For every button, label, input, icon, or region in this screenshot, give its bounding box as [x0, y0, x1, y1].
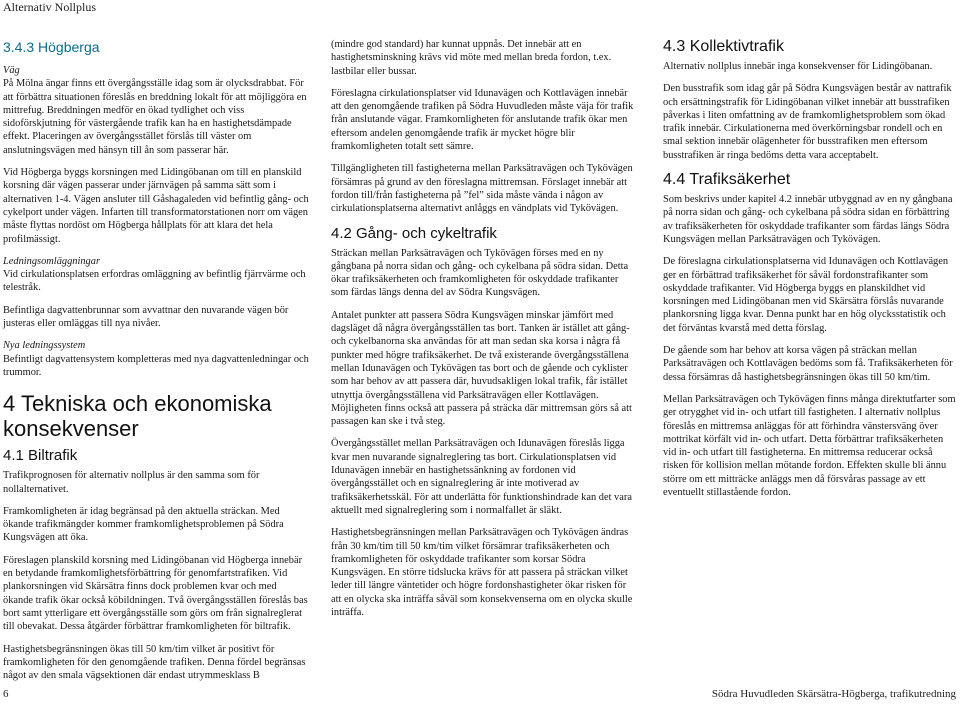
footer-document-title: Södra Huvudleden Skärsätra-Högberga, trafikutredning — [711, 688, 956, 700]
paragraph-lidingobanan: Alternativ nollplus innebär inga konsekvenser för Lidingöbanan. — [663, 61, 933, 72]
paragraph-hastighetsbegransning: Hastighetsbegränsningen ökas till 50 km/tim vilket är positivt för framkomligheten för den genomgående trafiken. Denna fördel begränsas något av den smala vägsektionen där endast utrymmesklass B — [3, 643, 306, 682]
paragraph-vag — [3, 64, 309, 157]
section-heading-4-2: 4.2 Gång- och cykeltrafik — [331, 224, 497, 242]
paragraph-kapitel-4-2: Som beskrivs under kapitel 4.2 innebär utbyggnad av en ny gångbana på norra sidan och gång- och cykelbana på södra sidan en förbättring av trafiksäkerheten för oskyddade trafikanter som färdas längs Södra Kungsvägen mellan Parksätravägen och Tykövägen. — [663, 194, 953, 245]
label-nya-ledningssystem: Nya ledningssystem — [3, 340, 86, 352]
paragraph-direktutfarter: Mellan Parksätravägen och Tykövägen finns många direktutfarter som ger otrygghet vid in- och utfart till fastigheten. I alternativ nollplus föreslås en mittremsa anläggas för att förhindra vänstersväng över mottrikat körfält vid in- och utfart. Detta förbättrar trafiksäkerheten vid in- och utfart till fastigheterna. En mittremsa reducerar också risken för kollision mellan mötande fordon. Effekten skulle bli ännu större om ett mitträcke anläggs men då försvåras passage av ett eventuellt stillastående fordon. — [663, 393, 956, 499]
label-vag: Väg — [3, 65, 20, 76]
column-right — [663, 38, 957, 508]
paragraph-overgangsstallen: Antalet punkter att passera Södra Kungsvägen minskar jämfört med dagsläget då några övergångsställen tas bort. Tanken är istället att gång- och cykelbanorna ska användas för att man sedan ska korsa i några få punkter med högre trafiksäkerhet. De två existerande övergångsställena mellan Idunavägen och Tykövägen tas bort och de gående och cyklister som har behov av att passera där, huvudsakligen lokal trafik, får istället utnyttja övergångsställena vid Parksätravägen eller Kottlavägen. Möjligheten finns också att passera på sträcka där mittremsan görs så att passagen kan ske i två steg. — [331, 309, 632, 428]
paragraph-ledningsomlaggningar — [3, 255, 309, 295]
paragraph-utrymmesklass: (mindre god standard) har kunnat uppnås. Det innebär att en hastighetsminskning krävs vid möte med mellan breda fordon, t.ex. lastbilar eller bussar. — [331, 39, 612, 77]
paragraph-dagvattenbrunnar: Befintliga dagvattenbrunnar som avvattnar den nuvarande vägen bör justeras eller omläggas till nya nivåer. — [3, 304, 289, 330]
column-left — [3, 38, 309, 691]
paragraph-cirkulationsplatser: Föreslagna cirkulationsplatser vid Idunavägen och Kottlavägen innebär att den genomgående trafiken på Södra Huvudleden måste väja för trafik från anslutande vägar. Framkomligheten för anslutande trafik ökar men eftersom andelen genomgående trafik är mycket högre blir framkomligheten totalt sett sämre. — [331, 87, 634, 153]
paragraph-hogberga-korsning: Vid Högberga byggs korsningen med Lidingöbanan om till en planskild korsning där vägen passerar under järnvägen på samma sätt som i alternativen 1-4. Vägen ansluter till Gåshagaleden vid befintlig gång- och cykelport under vägen. Infarten till transformatorstationen norr om vägen måste flyttas nordöst om Högberga hållplats för att klara det hela profilmässigt. — [3, 167, 309, 245]
paragraph-cirkulationsplatser-sakerhet: De föreslagna cirkulationsplatserna vid Idunavägen och Kottlavägen ger en förbättrad trafiksäkerhet för såväl fordonstrafikanter som oskyddade trafikanter. Vid Högberga byggs en planskildhet vid korsningen med Lidingöbanan men vid Skärsätra förslås nuvarande plankorsning ligga kvar. Denna punkt har en hög olycksstatistik och det förväntas kvarstå med detta förslag. — [663, 256, 949, 334]
section-heading-3-4-3: 3.4.3 Högberga — [3, 39, 100, 55]
paragraph-busstrafik: Den busstrafik som idag går på Södra Kungsvägen består av nattrafik och ersättningstrafik för Lidingöbanan vilket innebär att busstrafiken påverkas i liten omfattning av de framkomlighetsproblem som ökad trafik innebär. Cirkulationerna med överkörningsbar rondell och en smal sektion innebär olägenheter för busstrafiken men eftersom busstrafiken är ringa bedöms detta vara acceptabelt. — [663, 83, 952, 161]
section-heading-4-4: 4.4 Trafiksäkerhet — [663, 171, 791, 189]
paragraph-tillganglighet: Tillgängligheten till fastigheterna mellan Parksätravägen och Tykövägen försämras på grund av den föreslagna mittremsan. Förslaget innebär att fordon till/från fastigheterna på ”fel” sida måste vända i någon av cirkulationsplatserna alternativt anlåggs en vändplats vid Tykövägen. — [331, 163, 633, 215]
text-ledningsomlaggningar: Vid cirkulationsplatsen erfordras omläggning av befintlig fjärrvärme och telestråk. — [3, 269, 306, 294]
paragraph-gangbana: Sträckan mellan Parksätravägen och Tykövägen förses med en ny gångbana på norra sidan och gång- och cykelbana på södra sidan. Detta ökar trafiksäkerheten och framkomligheten för oskyddade trafikanter som färdas längs denna del av Södra Kungsvägen. — [331, 247, 629, 299]
text-nya-ledningssystem: Befintligt dagvattensystem kompletteras med nya dagvattenledningar och trummor. — [3, 353, 309, 378]
chapter-heading-4: 4 Tekniska och ekonomiska konsekvenser — [3, 391, 272, 442]
running-head-title: Alternativ Nollplus — [3, 0, 96, 14]
paragraph-signalreglering: Övergångsstället mellan Parksätravägen och Idunavägen föreslås ligga kvar men nuvarande signalreglering tas bort. Cirkulationsplatsen vid Idunavägen innebär en hastighetssänkning av fordonen vid övergångsstället och en signalreglering är inte motiverad av trafiksäkerhetsskäl. För att underlätta för funktionshindrade kan det vara aktuellt med signalreglering som i normalfallet är släkt. — [331, 438, 632, 516]
page-number: 6 — [3, 688, 9, 700]
paragraph-gaende: De gående som har behov att korsa vägen på sträckan mellan Parksätravägen och Kottlavägen bedöms som få. Trafiksäkerheten för dessa försämras då hastighetsbegränsningen ökas till 50 km/tim. — [663, 345, 953, 383]
text-vag: På Mölna ängar finns ett övergångsställe idag som är olycksdrabbat. För att förbättra situationen föreslås en breddning lokalt för att möjliggöra en mittrefug. Breddningen medför en ökad tydlighet och viss sidoförskjutning för västergående trafik kan ha en hastighetsdämpade effekt. Placeringen av övergångsstället förslås till väster om anslutningsvägen med hänsyn till ån som passerar här. — [3, 78, 307, 156]
section-heading-4-1: 4.1 Biltrafik — [3, 447, 78, 465]
paragraph-framkomlighet: Framkomligheten är idag begränsad på den aktuella sträckan. Med ökande trafikmängder kommer framkomlighetsproblemen på Södra Kungsvägen att öka. — [3, 505, 284, 544]
column-middle — [331, 38, 635, 628]
section-heading-4-3: 4.3 Kollektivtrafik — [663, 38, 784, 55]
paragraph-trafikprognos: Trafikprognosen för alternativ nollplus är den samma som för nollalternativet. — [3, 470, 260, 495]
paragraph-nya-ledningssystem — [3, 339, 309, 379]
label-ledningsomlaggningar: Ledningsomläggningar — [3, 255, 100, 267]
paragraph-hastighet-30-50: Hastighetsbegränsningen mellan Parksätravägen och Tykövägen ändras från 30 km/tim till 50 km/tim vilket försämrar trafiksäkerheten och framkomligheten för oskyddade trafikanter som korsar Södra Kungsvägen. En större tidslucka krävs för att passera på sträckan vilket leder till längre väntetider och högre fordonshastigheter ökar risken för att en olycka ska inträffa såväl som konsekvenserna om en olycka skulle inträffa. — [331, 527, 633, 618]
paragraph-planskild-korsning: Föreslagen planskild korsning med Lidingöbanan vid Högberga innebär en betydande framkomlighetsförbättring för genomfartstrafiken. Vid plankorsningen vid Skärsätra finns dock problemen kvar och med ökande trafik ökar också köbildningen. Två övergångsställen föreslås bas bort samt ytterligare ett övergångsställe som görs om från signalreglerat till obevakat. Dessa åtgärder förbättrar framkomligheten för biltrafik. — [3, 554, 308, 633]
